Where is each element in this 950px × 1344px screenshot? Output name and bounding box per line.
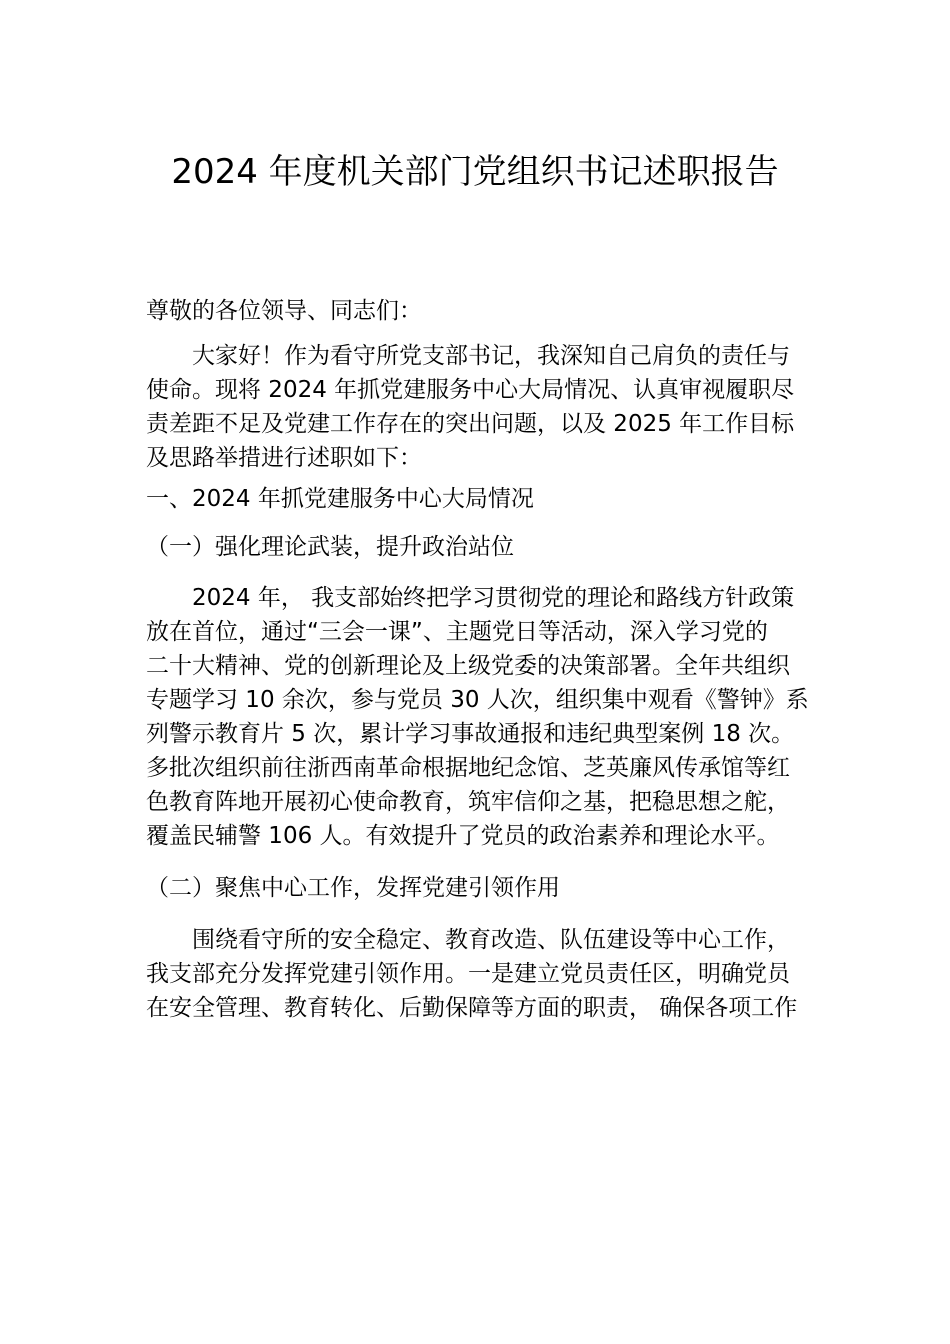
sub1-line-3: 二十大精神、党的创新理论及上级党委的决策部署。全年共组织	[146, 653, 790, 679]
document-title: 2024 年度机关部门党组织书记述职报告	[171, 152, 779, 192]
sub1-heading	[146, 530, 814, 564]
sub2-heading-text: （二）聚焦中心工作，发挥党建引领作用	[146, 875, 560, 901]
intro-line-2: 使命。现将 2024 年抓党建服务中心大局情况、认真审视履职尽	[146, 377, 795, 403]
sub2-paragraph	[146, 923, 814, 1025]
sub2-line-1: 围绕看守所的安全稳定、教育改造、队伍建设等中心工作，	[192, 927, 790, 953]
sub1-paragraph	[146, 581, 814, 853]
sub1-line-4: 专题学习 10 余次，参与党员 30 人次，组织集中观看《警钟》系	[146, 687, 809, 713]
section1-heading	[146, 482, 814, 516]
sub2-line-3: 在安全管理、教育转化、后勤保障等方面的职责， 确保各项工作	[146, 995, 798, 1021]
sub2-line-2: 我支部充分发挥党建引领作用。一是建立党员责任区，明确党员	[146, 961, 790, 987]
intro-paragraph	[146, 339, 814, 475]
sub1-line-8: 覆盖民辅警 106 人。有效提升了党员的政治素养和理论水平。	[146, 823, 780, 849]
intro-line-3: 责差距不足及党建工作存在的突出问题，以及 2025 年工作目标	[146, 411, 795, 437]
section1-heading-text: 一、2024 年抓党建服务中心大局情况	[146, 486, 534, 512]
intro-line-4: 及思路举措进行述职如下：	[146, 445, 422, 471]
sub2-heading	[146, 871, 814, 905]
sub1-line-6: 多批次组织前往浙西南革命根据地纪念馆、芝英廉风传承馆等红	[146, 755, 790, 781]
sub1-heading-text: （一）强化理论武装，提升政治站位	[146, 534, 514, 560]
salutation	[146, 294, 814, 328]
sub1-line-1: 2024 年， 我支部始终把学习贯彻党的理论和路线方针政策	[192, 585, 795, 611]
sub1-line-2: 放在首位，通过“三会一课”、主题党日等活动，深入学习党的	[146, 619, 768, 645]
sub1-line-5: 列警示教育片 5 次，累计学习事故通报和违纪典型案例 18 次。	[146, 721, 795, 747]
salutation-line: 尊敬的各位领导、同志们：	[146, 298, 422, 324]
intro-line-1: 大家好！作为看守所党支部书记，我深知自己肩负的责任与	[192, 343, 790, 369]
sub1-line-7: 色教育阵地开展初心使命教育，筑牢信仰之基，把稳思想之舵，	[146, 789, 790, 815]
